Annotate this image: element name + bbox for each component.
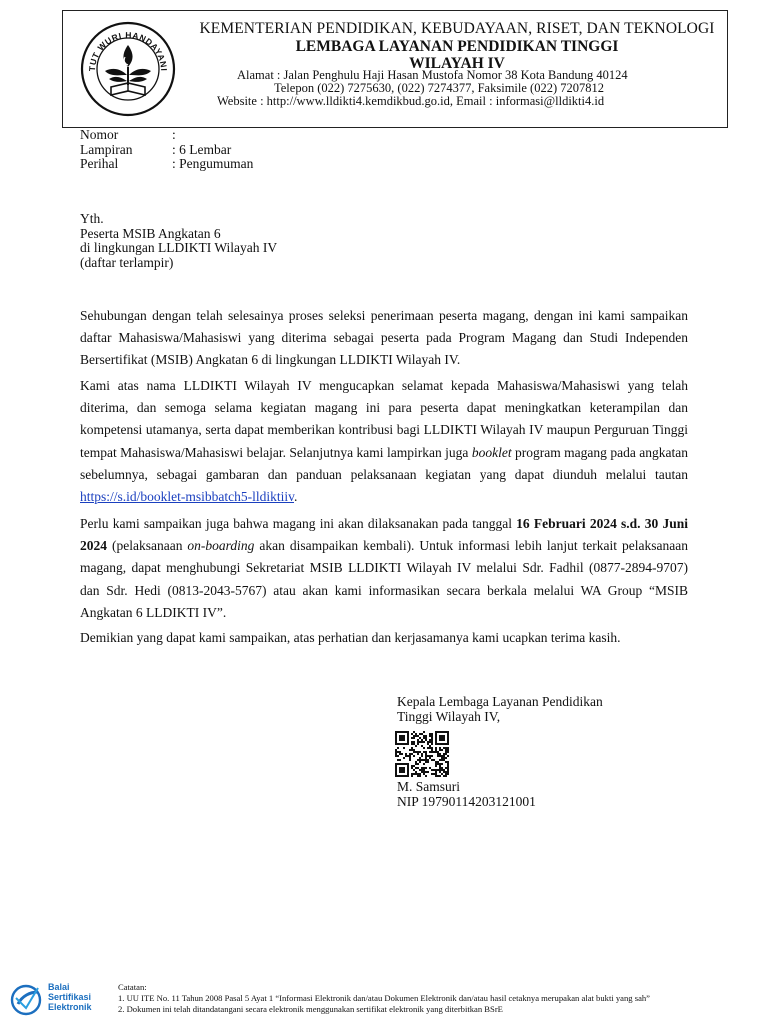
paragraph-3-text-b: (pelaksanaan — [107, 538, 188, 554]
signature-title-line2: Tinggi Wilayah IV, — [397, 709, 501, 724]
note-2: 2. Dokumen ini telah ditandatangani secara elektronik menggunakan sertifikat elektronik yang diterbitkan BSrE — [118, 1004, 503, 1014]
meta-lampiran-label: Lampiran — [80, 141, 133, 157]
signature-title — [397, 694, 603, 724]
signature-title-line1: Kepala Lembaga Layanan Pendidikan — [397, 694, 603, 709]
paragraph-3-text-c: akan disampaikan kembali). Untuk informasi lebih lanjut terkait pelaksanaan magang, dapat menghubungi Sekretariat MSIB LLDIKTI Wilayah IV melalui Sdr. Fadhil (0877-2894-9707) dan Sdr. Hedi (0813-2043-5767) atau akan kami informasikan secara berkala melalui WA Group “MSIB Angkatan 6 LLDIKTI IV”. — [80, 538, 688, 620]
notes-title: Catatan: — [118, 982, 147, 992]
meta-perihal-label: Perihal — [80, 156, 119, 171]
meta-nomor — [80, 128, 253, 143]
bsre-logo — [8, 982, 118, 1018]
meta-lampiran — [80, 143, 253, 158]
booklet-link[interactable]: https://s.id/booklet-msibbatch5-lldiktiiv — [80, 489, 294, 505]
meta-lampiran-value: : 6 Lembar — [172, 141, 232, 157]
letterhead-website: Website : http://www.lldikti4.kemdikbud.go.id, Email : informasi@lldikti4.id — [217, 94, 605, 108]
footer-notes — [118, 982, 650, 1015]
tut-wuri-handayani-logo — [65, 15, 191, 121]
letterhead-phone: Telepon (022) 7275630, (022) 7274377, Faksimile (022) 7207812 — [274, 81, 604, 95]
letterhead-text — [191, 19, 723, 72]
institution-name: LEMBAGA LAYANAN PENDIDIKAN TINGGI — [295, 38, 619, 55]
paragraph-2-text-c: . — [294, 489, 298, 505]
bsre-line3: Elektronik — [48, 1002, 92, 1012]
recipient-name: Peserta MSIB Angkatan 6 — [80, 225, 221, 241]
signer-block — [397, 779, 536, 809]
recipient-block — [80, 212, 277, 270]
paragraph-3-text-a: Perlu kami sampaikan juga bahwa magang ini akan dilaksanakan pada tanggal — [80, 516, 517, 531]
meta-nomor-value: : — [172, 127, 176, 142]
paragraph-3-dates: 16 Februari 2024 s.d. 30 Juni 2024 — [80, 516, 688, 554]
closing-paragraph: Demikian yang dapat kami sampaikan, atas perhatian dan kerjasamanya kami ucapkan terima kasih. — [80, 630, 621, 645]
paragraph-3-italic: on-boarding — [187, 538, 255, 554]
paragraph-2-text-b: program magang pada angkatan sebelumnya, sebagai gambaran dan panduan pelaksanaan kegiatan yang dapat diunduh melalui tautan — [80, 444, 688, 482]
paragraph-2-text-a: Kami atas nama LLDIKTI Wilayah IV mengucapkan selamat kepada Mahasiswa/Mahasiswi yang telah diterima, dan semoga selama kegiatan magang ini para peserta dapat meningkatkan keterampilan dan kompetensi utamanya, serta dapat memberikan kontribusi bagi LLDIKTI Wilayah IV maupun Perguruan Tinggi tempat Mahasiswa/Mahasiswi belajar. Selanjutnya kami lampirkan juga — [80, 378, 688, 460]
recipient-note: (daftar terlampir) — [80, 254, 174, 270]
signer-name: M. Samsuri — [397, 779, 461, 794]
signer-nip: NIP 19790114203121001 — [397, 794, 536, 809]
recipient-salutation: Yth. — [80, 211, 104, 226]
signature-qr-code — [395, 731, 449, 777]
meta-perihal-value: : Pengumuman — [172, 156, 254, 171]
bsre-line1: Balai — [48, 982, 70, 992]
bsre-emblem-icon — [8, 982, 44, 1016]
letter-meta — [80, 128, 253, 172]
bsre-label — [48, 982, 92, 1012]
logo-motto: TUT WURI HANDAYANI — [86, 29, 170, 72]
ministry-name: KEMENTERIAN PENDIDIKAN, KEBUDAYAAN, RISET, DAN TEKNOLOGI — [199, 20, 715, 37]
region-name: WILAYAH IV — [409, 55, 505, 72]
note-1: 1. UU ITE No. 11 Tahun 2008 Pasal 5 Ayat 1 “Informasi Elektronik dan/atau Dokumen Elektronik dan/atau hasil cetaknya merupakan alat bukti yang sah” — [118, 993, 650, 1003]
meta-perihal — [80, 157, 253, 172]
letterhead-address: Alamat : Jalan Penghulu Haji Hasan Mustofa Nomor 38 Kota Bandung 40124 — [237, 68, 628, 82]
recipient-location: di lingkungan LLDIKTI Wilayah IV — [80, 240, 278, 255]
meta-nomor-label: Nomor — [80, 127, 119, 142]
letterhead — [62, 10, 728, 128]
paragraph-1: Sehubungan dengan telah selesainya proses seleksi penerimaan peserta magang, dengan ini kami sampaikan daftar Mahasiswa/Mahasiswi yang diterima sebagai peserta pada Program Magang dan Studi Independen Bersertifikat (MSIB) Angkatan 6 di lingkungan LLDIKTI Wilayah IV. — [80, 308, 688, 368]
paragraph-3 — [80, 513, 688, 624]
paragraph-2-italic: booklet — [471, 444, 512, 460]
bsre-line2: Sertifikasi — [48, 992, 92, 1002]
paragraph-2 — [80, 375, 688, 508]
